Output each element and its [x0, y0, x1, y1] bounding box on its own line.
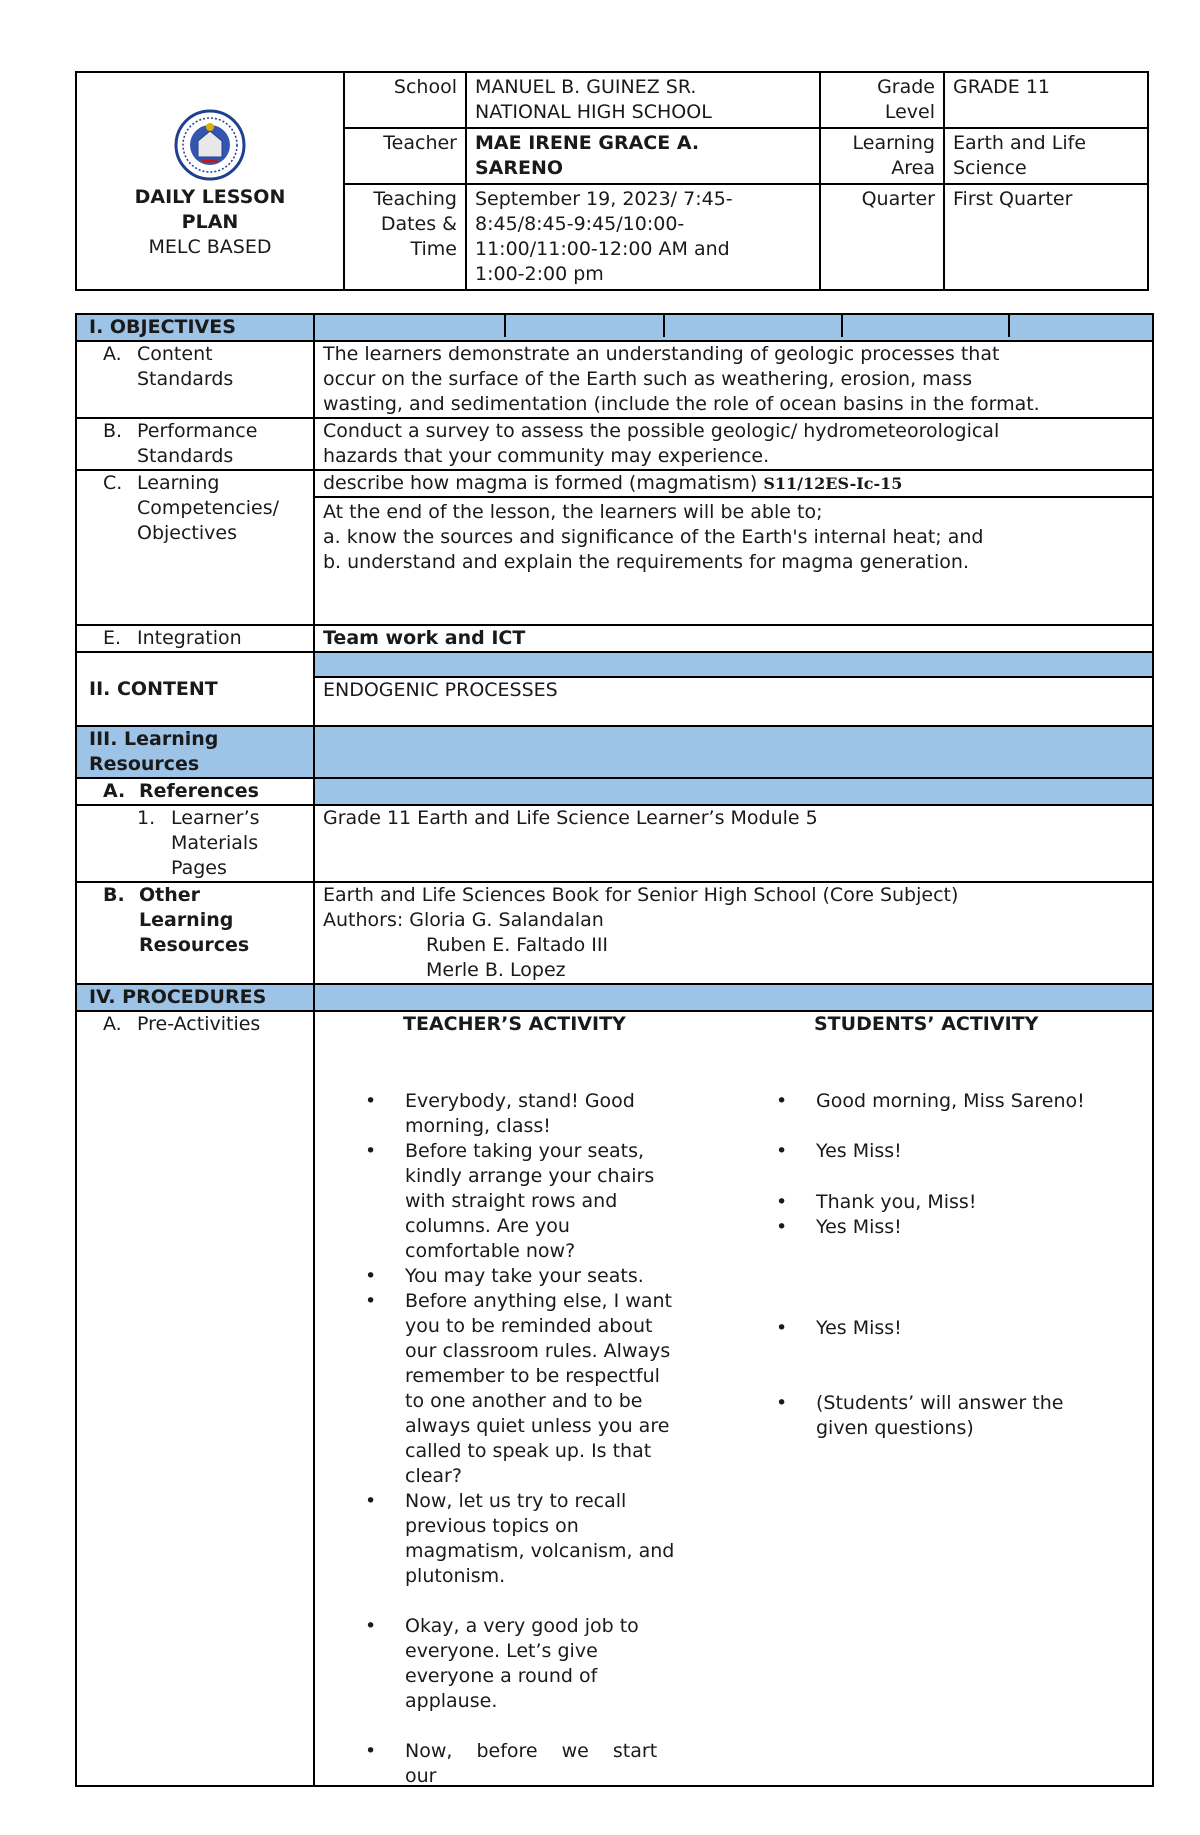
- teacher-item: • Before taking your seats, kindly arrange your chairs with straight rows and columns. Are you comfortable now?: [365, 1139, 685, 1264]
- grade-label-line1: Grade: [877, 76, 935, 98]
- performance-standards-label-cell: [76, 418, 314, 470]
- objective-b: b. understand and explain the requirements for magma generation.: [323, 551, 969, 573]
- school-value-cell: [466, 72, 820, 128]
- learner-materials-label-line2: Materials: [171, 832, 259, 854]
- grade-label-cell: [820, 72, 944, 128]
- teacher-item: • Now, before we start our: [365, 1739, 685, 1786]
- school-label: School: [393, 76, 457, 98]
- learner-materials-label-line3: Pages: [171, 857, 227, 879]
- area-value-line2: Science: [953, 157, 1027, 179]
- objectives-split-cells: [315, 315, 1152, 337]
- teacher-item: • You may take your seats.: [365, 1264, 685, 1289]
- area-label-line2: Area: [891, 157, 935, 179]
- grade-value-cell: [944, 72, 1148, 128]
- content-heading: II. CONTENT: [89, 677, 218, 700]
- procedures-heading: IV. PROCEDURES: [89, 986, 267, 1008]
- dates-label-line2: Dates &: [380, 213, 457, 235]
- content-value: ENDOGENIC PROCESSES: [323, 679, 558, 701]
- content-blue-cell: [314, 652, 1153, 677]
- dates-label-cell: [344, 184, 466, 290]
- competencies-key: C.: [103, 472, 123, 494]
- header-title-line2: PLAN: [181, 210, 239, 233]
- references-label: References: [139, 780, 259, 802]
- references-blue-cell: [314, 778, 1153, 805]
- performance-standards-text-cell: [314, 418, 1153, 470]
- school-label-cell: [344, 72, 466, 128]
- references-key: A.: [103, 780, 126, 802]
- integration-value: Team work and ICT: [323, 627, 526, 649]
- teacher-item: • Now, let us try to recall previous topics on magmatism, volcanism, and plutonism.: [365, 1489, 685, 1589]
- competencies-label-cell: [76, 470, 314, 625]
- content-standards-text-line3: wasting, and sedimentation (include the role of ocean basins in the format.: [323, 393, 1040, 415]
- content-heading-cell: [76, 652, 314, 726]
- performance-standards-key: B.: [103, 420, 123, 442]
- other-resources-value-line3: Ruben E. Faltado III: [426, 934, 609, 956]
- performance-standards-label-line2: Standards: [137, 445, 234, 467]
- teacher-activity-heading: TEACHER’S ACTIVITY: [403, 1013, 626, 1035]
- other-resources-value-cell: [314, 882, 1153, 984]
- student-item: • Good morning, Miss Sareno!: [776, 1089, 1116, 1114]
- competencies-label-line1: Learning: [137, 472, 220, 494]
- area-value-cell: [944, 128, 1148, 184]
- dates-value-line2: 8:45/8:45-9:45/10:00-: [475, 213, 685, 235]
- content-standards-text-line2: occur on the surface of the Earth such as weathering, erosion, mass: [323, 368, 973, 390]
- teacher-value-line2: SARENO: [475, 157, 564, 179]
- students-activity-heading: STUDENTS’ ACTIVITY: [814, 1013, 1039, 1035]
- header-table: [75, 71, 1149, 291]
- dates-value-cell: [466, 184, 820, 290]
- teacher-activity-list: [365, 1089, 685, 1786]
- integration-value-cell: [314, 625, 1153, 652]
- quarter-value-cell: [944, 184, 1148, 290]
- competency-text: describe how magma is formed (magmatism): [323, 472, 758, 494]
- procedures-heading-cell: [76, 984, 314, 1011]
- procedures-blue-cell: [314, 984, 1153, 1011]
- student-item: • Thank you, Miss!: [776, 1190, 1116, 1215]
- area-label-line1: Learning: [852, 132, 935, 154]
- student-item: • Yes Miss!: [776, 1215, 1116, 1240]
- pre-activities-content-cell: [314, 1011, 1153, 1786]
- other-resources-label-line2: Learning: [139, 909, 234, 931]
- dates-label-line1: Teaching: [373, 188, 457, 210]
- performance-standards-text-line1: Conduct a survey to assess the possible geologic/ hydrometeorological: [323, 420, 1000, 442]
- quarter-value: First Quarter: [953, 188, 1073, 210]
- objectives-heading: I. OBJECTIVES: [89, 316, 236, 338]
- teacher-item: • Okay, a very good job to everyone. Let’s give everyone a round of applause.: [365, 1614, 685, 1714]
- content-standards-text-cell: [314, 341, 1153, 418]
- content-standards-label-line2: Standards: [137, 368, 234, 390]
- integration-label-cell: [76, 625, 314, 652]
- learner-materials-key: 1.: [137, 807, 156, 829]
- learner-materials-value: Grade 11 Earth and Life Science Learner’s Module 5: [323, 807, 818, 829]
- content-value-cell: [314, 677, 1153, 726]
- school-value-line1: MANUEL B. GUINEZ SR.: [475, 76, 697, 98]
- competencies-label-line3: Objectives: [137, 522, 237, 544]
- pre-activities-key: A.: [103, 1013, 122, 1035]
- competencies-text-cell: [314, 470, 1153, 625]
- other-resources-label-cell: [76, 882, 314, 984]
- grade-value: GRADE 11: [953, 76, 1051, 98]
- other-resources-value-line2: Authors: Gloria G. Salandalan: [323, 909, 604, 931]
- other-resources-label-line3: Resources: [139, 934, 250, 956]
- content-standards-label-cell: [76, 341, 314, 418]
- learner-materials-label-cell: [76, 805, 314, 882]
- performance-standards-text-line2: hazards that your community may experience.: [323, 445, 770, 467]
- resources-heading-cell: [76, 726, 314, 778]
- references-label-cell: [76, 778, 314, 805]
- learner-materials-value-cell: [314, 805, 1153, 882]
- school-value-line2: NATIONAL HIGH SCHOOL: [475, 101, 712, 123]
- header-title-line1: DAILY LESSON: [134, 185, 286, 208]
- dates-value-line3: 11:00/11:00-12:00 AM and: [475, 238, 730, 260]
- pre-activities-label-cell: [76, 1011, 314, 1786]
- competency-code: S11/12ES-Ic-15: [763, 474, 903, 493]
- learner-materials-label-line1: Learner’s: [171, 807, 260, 829]
- pre-activities-label: Pre-Activities: [137, 1013, 261, 1035]
- performance-standards-label-line1: Performance: [137, 420, 258, 442]
- teacher-value-cell: [466, 128, 820, 184]
- quarter-label: Quarter: [861, 188, 935, 210]
- resources-heading-line2: Resources: [89, 753, 200, 775]
- teacher-value-line1: MAE IRENE GRACE A.: [475, 132, 700, 154]
- objective-intro: At the end of the lesson, the learners will be able to;: [323, 501, 823, 523]
- deped-seal-icon: [174, 109, 246, 181]
- area-value-line1: Earth and Life: [953, 132, 1087, 154]
- resources-heading-line1: III. Learning: [89, 728, 219, 750]
- competencies-label-line2: Competencies/: [137, 497, 280, 519]
- area-label-cell: [820, 128, 944, 184]
- competency-statement: [315, 471, 1152, 498]
- quarter-label-cell: [820, 184, 944, 290]
- objectives-heading-blank: [314, 314, 1153, 341]
- other-resources-value-line4: Merle B. Lopez: [426, 959, 566, 981]
- objectives-heading-cell: [76, 314, 314, 341]
- teacher-label: Teacher: [383, 132, 457, 154]
- student-item: • (Students’ will answer the given questions): [776, 1391, 1106, 1441]
- content-standards-text-line1: The learners demonstrate an understanding of geologic processes that: [323, 343, 1000, 365]
- student-item: • Yes Miss!: [776, 1316, 1116, 1341]
- other-resources-key: B.: [103, 884, 125, 906]
- header-title-cell: [76, 72, 344, 290]
- content-standards-label-line1: Content: [137, 343, 213, 365]
- content-standards-key: A.: [103, 343, 122, 365]
- integration-label: Integration: [137, 627, 242, 649]
- teacher-item: • Before anything else, I want you to be reminded about our classroom rules. Always remember to be respectful to one another and to be always quiet unless you are called to speak up. Is that clear?: [365, 1289, 685, 1489]
- dates-label-line3: Time: [410, 238, 457, 260]
- other-resources-value-line1: Earth and Life Sciences Book for Senior High School (Core Subject): [323, 884, 959, 906]
- objective-a: a. know the sources and significance of the Earth's internal heat; and: [323, 526, 984, 548]
- grade-label-line2: Level: [884, 101, 935, 123]
- teacher-item: • Everybody, stand! Good morning, class!: [365, 1089, 685, 1139]
- dates-value-line1: September 19, 2023/ 7:45-: [475, 188, 733, 210]
- dates-value-line4: 1:00-2:00 pm: [475, 263, 604, 285]
- header-subtitle: MELC BASED: [148, 235, 272, 258]
- resources-blue-cell: [314, 726, 1153, 778]
- teacher-label-cell: [344, 128, 466, 184]
- student-item: • Yes Miss!: [776, 1139, 1116, 1164]
- integration-key: E.: [103, 627, 122, 649]
- other-resources-label-line1: Other: [139, 884, 201, 906]
- lesson-table: [75, 313, 1154, 1787]
